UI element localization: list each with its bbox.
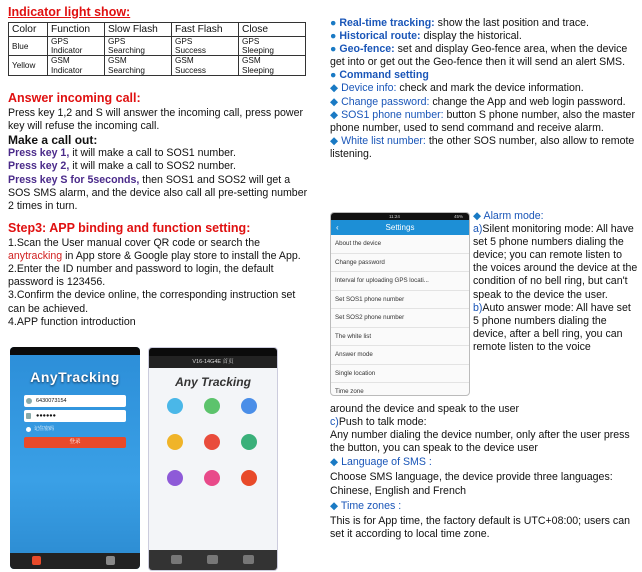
callout-key1: Press key 1, it will make a call to SOS1 number. [8, 147, 236, 160]
alarm-mode-c: c)Push to talk mode: [330, 416, 427, 429]
home-icon[interactable] [171, 555, 182, 564]
remember-checkbox[interactable] [26, 427, 31, 432]
alarm-continued [330, 403, 636, 541]
language-title: ◆ Language of SMS : [330, 456, 432, 469]
password-input[interactable]: ●●●●●● [24, 410, 126, 422]
settings-item[interactable]: Time zone [335, 388, 364, 395]
settings-item[interactable]: Single location [331, 365, 469, 384]
realtime-tracking-icon[interactable] [167, 398, 183, 414]
table-row [9, 37, 306, 56]
table-cell: GPS Sleeping [239, 37, 306, 56]
profile-icon[interactable] [243, 555, 254, 564]
settings-screenshot [330, 212, 470, 396]
header-cell: Function [48, 23, 105, 37]
table-cell: GSM Searching [105, 56, 172, 75]
settings-item[interactable]: Interval for uploading GPS locati... [331, 272, 469, 291]
app-login-screenshot [10, 347, 140, 569]
table-cell: GSM Success [172, 56, 239, 75]
header-cell: Color [9, 23, 48, 37]
header-cell: Slow Flash [105, 23, 172, 37]
alarm-title: ◆ Alarm mode: [473, 210, 544, 222]
alarm-icon[interactable] [167, 434, 183, 450]
table-cell: GPS Indicator [48, 37, 105, 56]
settings-item[interactable]: Set SOS2 phone number [331, 309, 469, 328]
header-cell: Fast Flash [172, 23, 239, 37]
callout-keys: Press key S for 5seconds, then SOS1 and SOS2 will get a SOS SMS alarm, and the device also call all pre-setting number 2 times in turn. [8, 173, 308, 212]
callout-key2: Press key 2, it will make a call to SOS2 number. [8, 160, 236, 173]
table-row [9, 56, 306, 75]
step3-item3: 3.Confirm the device online, the corresponding instruction set can be achieved. [8, 289, 296, 315]
device-info-icon[interactable] [241, 434, 257, 450]
app-menu-screenshot [148, 347, 278, 571]
feature-device-info: ◆ Device info: check and mark the device information. [330, 82, 584, 95]
scan-icon[interactable] [32, 556, 41, 565]
settings-item[interactable]: Set SOS1 phone number [331, 291, 469, 310]
table-header-row [9, 23, 306, 37]
table-cell: GSM Sleeping [239, 56, 306, 75]
bottom-bar [10, 553, 140, 569]
step3-item2: 2.Enter the ID number and password to login, the default password is 123456. [8, 263, 274, 289]
user-center-icon[interactable] [204, 470, 220, 486]
settings-item[interactable]: The white list [331, 328, 469, 347]
answer-body: Press key 1,2 and S will answer the incoming call, press power key will refuse the incoming call. [8, 107, 303, 133]
alarm-mode-a: a)Silent monitoring mode: All have set 5 phone numbers dialing the device; you can remote listen to the voices around the device at the condition of no bell ring, but can't speak to the device the user. [473, 223, 638, 301]
settings-header [331, 220, 469, 235]
message-icon[interactable] [167, 470, 183, 486]
features-section [330, 17, 636, 161]
alarm-mode-b-continued: around the device and speak to the user [330, 403, 520, 415]
id-input[interactable]: 6430073154 [24, 395, 126, 407]
table-cell: GPS Searching [105, 37, 172, 56]
answer-section [8, 92, 308, 213]
feature-geofence: ● Geo-fence: set and display Geo-fence area, when the device get into or get out the Geo-fence then it will send an alert SMS. [330, 43, 628, 69]
language-body: Choose SMS language, the device provide three languages: Chinese, English and French [330, 471, 613, 497]
user-icon [26, 398, 32, 404]
alarm-mode-c-body: Any number dialing the device number, only after the user press the button, you can speak to the device user [330, 429, 630, 455]
list-icon[interactable] [207, 555, 218, 564]
indicator-table [8, 22, 306, 76]
feature-command: ● Command setting [330, 69, 429, 82]
status-time: 11:24 [389, 214, 400, 219]
feature-change-password: ◆ Change password: change the App and web login password. [330, 95, 626, 108]
settings-list [331, 235, 469, 396]
step3-section [8, 222, 308, 329]
step3-item1: 1.Scan the User manual cover QR code or search the anytracking in App store & Google play store to install the App. [8, 237, 301, 263]
settings-item[interactable]: Change password [331, 254, 469, 273]
geofence-icon[interactable] [241, 398, 257, 414]
step3-title: Step3: APP binding and function setting: [8, 221, 251, 235]
feature-whitelist: ◆ White list number: the other SOS number, also allow to remote listening. [330, 134, 635, 160]
settings-item[interactable]: About the device [331, 235, 469, 254]
login-button[interactable]: 登录 [24, 437, 126, 448]
table-cell: GSM Indicator [48, 56, 105, 75]
feature-sos: ◆ SOS1 phone number: button S phone number, also the master phone number, used to send command and receive alarm. [330, 108, 635, 134]
settings-item[interactable]: Answer mode [331, 346, 469, 365]
settings-title: Settings [385, 223, 415, 232]
alarm-section [473, 210, 638, 354]
step3-item4: 4.APP function introduction [8, 315, 136, 328]
remember-label: 记住密码 [34, 426, 55, 432]
history-route-icon[interactable] [204, 398, 220, 414]
header-cell: Close [239, 23, 306, 37]
table-cell: Blue [9, 37, 48, 56]
menu-bottom-bar [149, 550, 277, 570]
power-icon[interactable] [241, 470, 257, 486]
feature-realtime: ● Real-time tracking: show the last position and trace. [330, 17, 590, 29]
command-icon[interactable] [204, 434, 220, 450]
indicator-title: Indicator light show: [8, 5, 131, 19]
menu-header: V16-14G4E 首页 [149, 356, 277, 368]
table-cell: Yellow [9, 56, 48, 75]
menu-logo: Any Tracking [175, 375, 251, 389]
alarm-mode-b: b)Auto answer mode: All have set 5 phone numbers dialing the device, after a bell ring, you can remote listen to the voice [473, 301, 631, 353]
status-battery: 45% [453, 214, 463, 219]
timezone-title: ◆ Time zones : [330, 499, 402, 512]
back-icon[interactable]: ‹ [336, 223, 339, 232]
settings-icon[interactable] [106, 556, 115, 565]
app-logo: AnyTracking [30, 369, 120, 385]
timezone-body: This is for App time, the factory default is UTC+08:00; users can set it according to local time zone. [330, 514, 630, 540]
answer-title: Answer incoming call: [8, 91, 141, 105]
table-cell: GPS Success [172, 37, 239, 56]
feature-history: ● Historical route: display the historical. [330, 30, 522, 43]
callout-title: Make a call out: [8, 133, 98, 148]
lock-icon [26, 413, 31, 419]
